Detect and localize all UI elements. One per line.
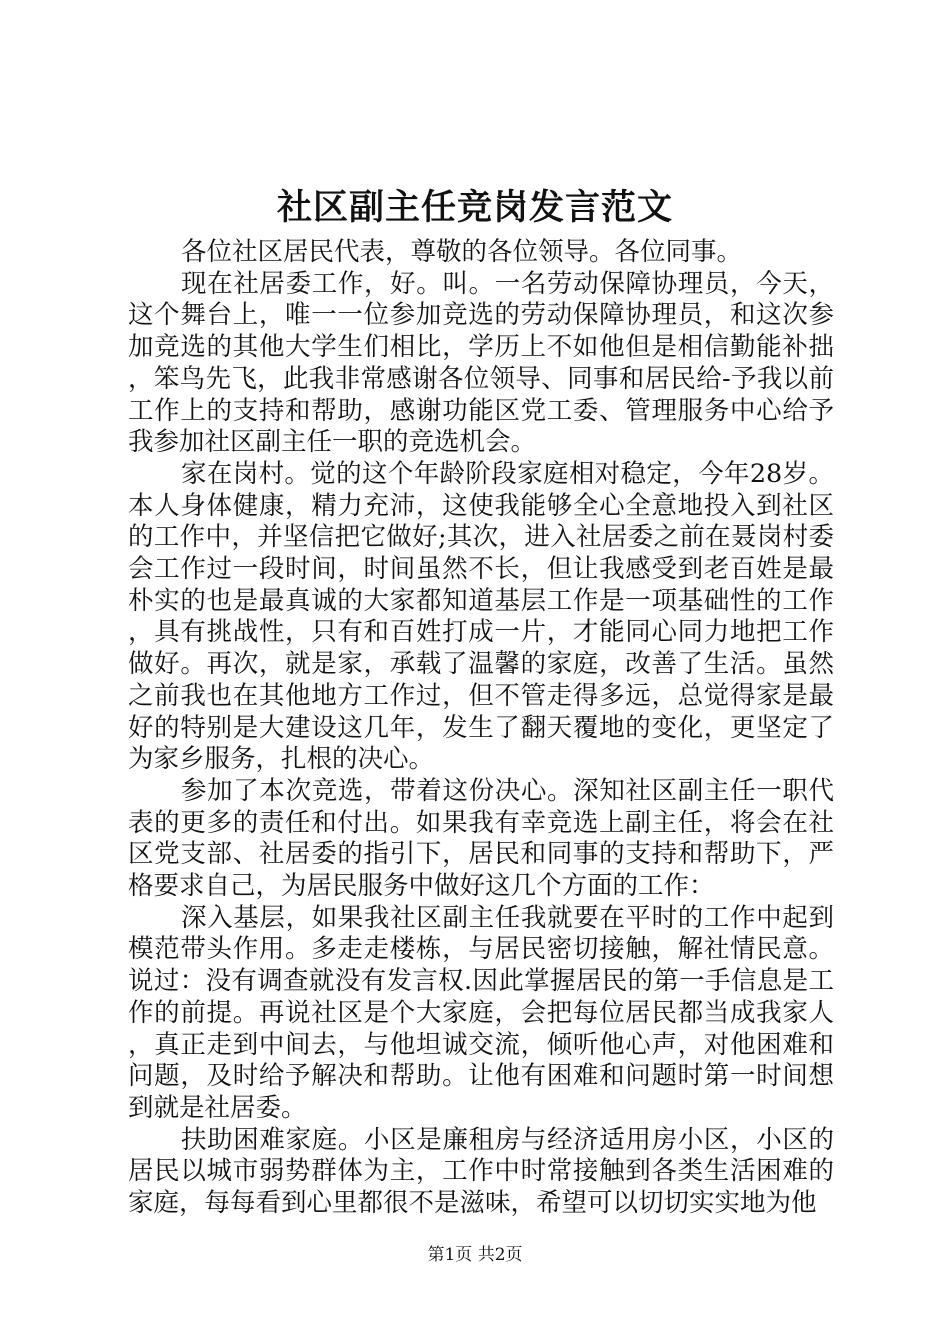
paragraph-background: 家在岗村。觉的这个年龄阶段家庭相对稳定，今年28岁。本人身体健康，精力充沛，这使我能够全心全意地投入到社区的工作中，并坚信把它做好;其次，进入社居委之前在聂岗村委会工作过一段时间，时间虽然不长，但让我感受到老百姓是最朴实的也是最真诚的大家都知道基层工作是一项基础性的工作，具有挑战性，只有和百姓打成一片，才能同心同力地把工作做好。再次，就是家，承载了温馨的家庭，改善了生活。虽然之前我也在其他地方工作过，但不管走得多远，总觉得家是最好的特别是大建设这几年，发生了翻天覆地的变化，更坚定了为家乡服务，扎根的决心。 <box>128 458 834 775</box>
paragraph-greeting: 各位社区居民代表，尊敬的各位领导。各位同事。 <box>181 237 743 267</box>
paragraph-grassroots: 深入基层，如果我社区副主任我就要在平时的工作中起到模范带头作用。多走走楼栋，与居民密切接触，解社情民意。说过：没有调查就没有发言权.因此掌握居民的第一手信息是工作的前提。再说社区是个大家庭，会把每位居民都当成我家人，真正走到中间去，与他坦诚交流，倾听他心声，对他困难和问题，及时给予解决和帮助。让他有困难和问题时第一时间想到就是社居委。 <box>128 902 834 1123</box>
page-footer: 第1页 共2页 <box>427 1245 523 1265</box>
document-title: 社区副主任竞岗发言范文 <box>276 187 673 228</box>
document-body <box>128 237 834 1220</box>
paragraph-introduction: 现在社居委工作，好。叫。一名劳动保障协理员，今天，这个舞台上，唯一一位参加竞选的劳动保障协理员，和这次参加竞选的其他大学生们相比，学历上不如他但是相信勤能补拙，笨鸟先飞，此我非常感谢各位领导、同事和居民给-予我以前工作上的支持和帮助，感谢功能区党工委、管理服务中心给予我参加社区副主任一职的竞选机会。 <box>128 268 834 458</box>
paragraph-assistance: 扶助困难家庭。小区是廉租房与经济适用房小区，小区的居民以城市弱势群体为主，工作中时常接触到各类生活困难的家庭，每每看到心里都很不是滋味，希望可以切切实实地为他 <box>128 1124 834 1219</box>
paragraph-commitment: 参加了本次竞选，带着这份决心。深知社区副主任一职代表的更多的责任和付出。如果我有幸竞选上副主任，将会在社区党支部、社居委的指引下，居民和同事的支持和帮助下，严格要求自己，为居民服务中做好这几个方面的工作： <box>128 775 834 902</box>
